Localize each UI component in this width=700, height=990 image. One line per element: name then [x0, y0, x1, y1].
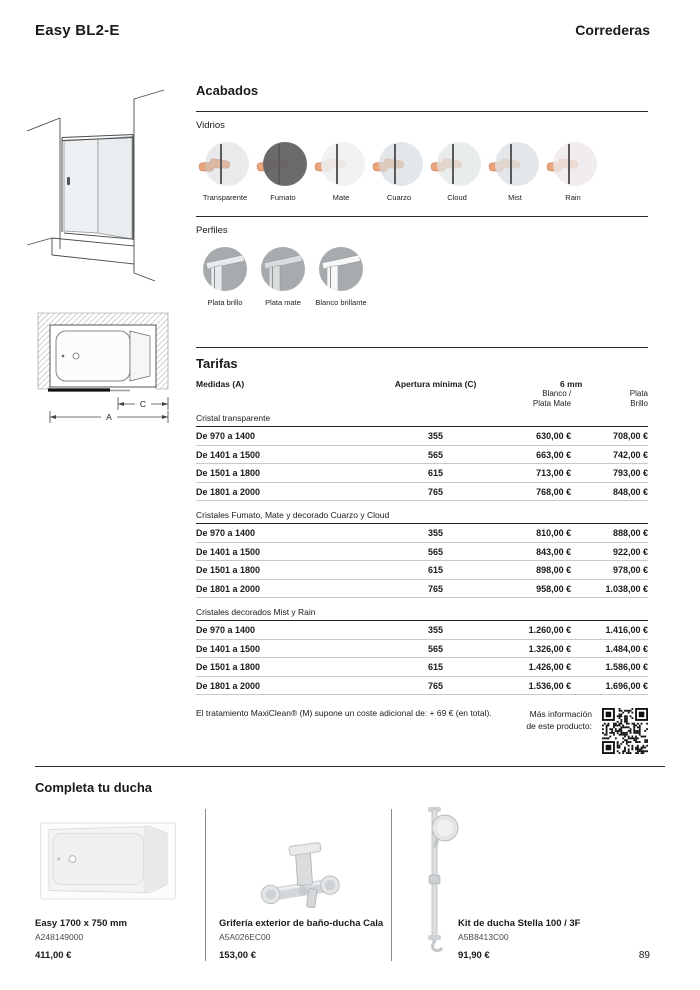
- apertura-cell: 765: [377, 482, 495, 501]
- profile-finish-label: Plata brillo: [207, 298, 243, 307]
- tarifa-row: [196, 658, 648, 677]
- table-section-row: [196, 598, 648, 621]
- glass-sample-image: [316, 141, 366, 187]
- page-title: Easy BL2-E: [35, 22, 120, 39]
- apertura-cell: 565: [377, 542, 495, 561]
- medidas-cell: De 1801 a 2000: [196, 676, 377, 695]
- precio-blanco-plata-mate-cell: 630,00 €: [494, 427, 571, 446]
- product-name: Easy 1700 x 750 mm: [35, 918, 127, 929]
- glass-circle: [495, 142, 539, 186]
- glass-finish-label: Mist: [508, 193, 522, 202]
- divider: [196, 111, 648, 112]
- glass-finish-swatch: [428, 141, 486, 202]
- precio-blanco-plata-mate-cell: 1.260,00 €: [494, 621, 571, 640]
- medidas-cell: De 1501 a 1800: [196, 658, 377, 677]
- precio-blanco-plata-mate-cell: 843,00 €: [494, 542, 571, 561]
- maxiclean-note: El tratamiento MaxiClean® (M) supone un coste adicional de: + 69 € (en total).: [196, 708, 492, 719]
- main-content: [0, 83, 700, 754]
- profile-finishes-row: [196, 246, 648, 307]
- precio-plata-brillo-cell: 1.696,00 €: [571, 676, 648, 695]
- glass-finish-swatch: [486, 141, 544, 202]
- glass-finish-label: Cuarzo: [386, 193, 412, 202]
- medidas-cell: De 970 a 1400: [196, 427, 377, 446]
- precio-plata-brillo-cell: 888,00 €: [571, 524, 648, 543]
- dimension-label-a: A: [106, 412, 112, 422]
- technical-drawings: [20, 83, 180, 754]
- page-category: Correderas: [575, 22, 650, 38]
- precio-plata-brillo-cell: 1.586,00 €: [571, 658, 648, 677]
- medidas-cell: De 1401 a 1500: [196, 542, 377, 561]
- product-name: Kit de ducha Stella 100 / 3F: [458, 918, 581, 929]
- product-line-drawing: [22, 87, 174, 295]
- glass-finish-swatch: [370, 141, 428, 202]
- precio-plata-brillo-cell: 1.038,00 €: [571, 579, 648, 598]
- table-section-row: [196, 501, 648, 524]
- product-card: [391, 809, 665, 961]
- glass-circle: [321, 142, 365, 186]
- medidas-cell: De 1401 a 1500: [196, 445, 377, 464]
- glass-sample-image: [200, 141, 250, 187]
- glass-sample-image: [548, 141, 598, 187]
- product-price: 91,90 €: [458, 950, 490, 961]
- completa-title: Completa tu ducha: [35, 780, 153, 795]
- glass-edge: [568, 144, 570, 184]
- glass-sample-image: [432, 141, 482, 187]
- tarifas-title: Tarifas: [196, 356, 238, 371]
- bathtub-image: [39, 821, 177, 901]
- acabados-title: Acabados: [196, 83, 259, 98]
- glass-finish-label: Rain: [565, 193, 581, 202]
- precio-blanco-plata-mate-cell: 713,00 €: [494, 464, 571, 483]
- glass-circle: [437, 142, 481, 186]
- medidas-cell: De 970 a 1400: [196, 524, 377, 543]
- precio-blanco-plata-mate-cell: 1.326,00 €: [494, 639, 571, 658]
- glass-edge: [394, 144, 396, 184]
- column-header-apertura: Apertura mínima (C): [394, 379, 477, 389]
- glass-finish-label: Mate: [332, 193, 350, 202]
- apertura-cell: 615: [377, 658, 495, 677]
- plan-view-drawing: [30, 309, 176, 427]
- apertura-cell: 765: [377, 676, 495, 695]
- medidas-cell: De 1501 a 1800: [196, 464, 377, 483]
- glass-finish-swatch: [544, 141, 602, 202]
- tarifas-table: [196, 379, 648, 695]
- tarifa-row: [196, 524, 648, 543]
- profile-corner-image: [318, 246, 364, 292]
- precio-plata-brillo-cell: 922,00 €: [571, 542, 648, 561]
- precio-plata-brillo-cell: 793,00 €: [571, 464, 648, 483]
- column-header-thickness: 6 mm: [560, 379, 583, 389]
- vidrios-label: Vidrios: [196, 120, 225, 131]
- tarifa-row: [196, 561, 648, 580]
- medidas-cell: De 1501 a 1800: [196, 561, 377, 580]
- glass-edge: [220, 144, 222, 184]
- product-price: 153,00 €: [219, 950, 256, 961]
- precio-plata-brillo-cell: 1.416,00 €: [571, 621, 648, 640]
- table-section-label: Cristal transparente: [196, 409, 648, 427]
- medidas-cell: De 1801 a 2000: [196, 579, 377, 598]
- glass-finish-swatch: [254, 141, 312, 202]
- product-card: [35, 809, 205, 961]
- medidas-cell: De 970 a 1400: [196, 621, 377, 640]
- glass-circle: [379, 142, 423, 186]
- apertura-cell: 355: [377, 427, 495, 446]
- apertura-cell: 355: [377, 621, 495, 640]
- tarifa-row: [196, 579, 648, 598]
- dimension-label-c: C: [139, 399, 147, 409]
- perfiles-label: Perfiles: [196, 225, 228, 236]
- glass-sample-image: [374, 141, 424, 187]
- column-header-medidas: Medidas (A): [196, 379, 245, 389]
- apertura-cell: 615: [377, 464, 495, 483]
- profile-corner-image: [202, 246, 248, 292]
- tarifa-row: [196, 676, 648, 695]
- related-products-row: [35, 809, 665, 961]
- page-header: [0, 0, 700, 39]
- glass-finish-swatch: [312, 141, 370, 202]
- qr-code: [602, 708, 648, 754]
- page-number: 89: [638, 950, 650, 961]
- completa-tu-ducha-section: [35, 766, 665, 961]
- tarifa-row: [196, 542, 648, 561]
- glass-edge: [452, 144, 454, 184]
- tarifa-row: [196, 621, 648, 640]
- profile-corner-image: [260, 246, 306, 292]
- divider: [196, 216, 648, 217]
- glass-sample-image: [490, 141, 540, 187]
- profile-finish-label: Plata mate: [265, 298, 301, 307]
- tarifa-row: [196, 464, 648, 483]
- glass-edge: [336, 144, 338, 184]
- profile-finish-swatch: [196, 246, 254, 307]
- product-code: A5A026EC00: [219, 932, 271, 942]
- glass-edge: [510, 144, 512, 184]
- product-name: Grifería exterior de baño-ducha Cala: [219, 918, 384, 929]
- precio-blanco-plata-mate-cell: 768,00 €: [494, 482, 571, 501]
- precio-plata-brillo-cell: 742,00 €: [571, 445, 648, 464]
- tarifa-row: [196, 482, 648, 501]
- product-price: 411,00 €: [35, 950, 72, 961]
- precio-blanco-plata-mate-cell: 898,00 €: [494, 561, 571, 580]
- medidas-cell: De 1401 a 1500: [196, 639, 377, 658]
- apertura-cell: 565: [377, 639, 495, 658]
- glass-edge: [278, 144, 280, 184]
- apertura-cell: 355: [377, 524, 495, 543]
- glass-finish-label: Fumato: [270, 193, 296, 202]
- precio-plata-brillo-cell: 978,00 €: [571, 561, 648, 580]
- glass-finish-swatch: [196, 141, 254, 202]
- glass-circle: [205, 142, 249, 186]
- product-card: [205, 809, 391, 961]
- precio-blanco-plata-mate-cell: 958,00 €: [494, 579, 571, 598]
- table-section-row: [196, 409, 648, 427]
- glass-finish-label: Transparente: [202, 193, 248, 202]
- glass-sample-image: [258, 141, 308, 187]
- precio-plata-brillo-cell: 708,00 €: [571, 427, 648, 446]
- column-header-plata-brillo: Plata Brillo: [629, 389, 648, 408]
- profile-finish-label: Blanco brillante: [315, 298, 367, 307]
- profile-finish-swatch: [312, 246, 376, 307]
- precio-blanco-plata-mate-cell: 1.426,00 €: [494, 658, 571, 677]
- precio-blanco-plata-mate-cell: 810,00 €: [494, 524, 571, 543]
- apertura-cell: 765: [377, 579, 495, 598]
- tarifa-row: [196, 427, 648, 446]
- divider: [196, 347, 648, 348]
- table-section-label: Cristales decorados Mist y Rain: [196, 598, 648, 621]
- table-section-label: Cristales Fumato, Mate y decorado Cuarzo y Cloud: [196, 501, 648, 524]
- apertura-cell: 565: [377, 445, 495, 464]
- product-code: A5B8413C00: [458, 932, 509, 942]
- tarifa-row: [196, 445, 648, 464]
- glass-circle: [263, 142, 307, 186]
- glass-finish-label: Cloud: [447, 193, 467, 202]
- precio-plata-brillo-cell: 848,00 €: [571, 482, 648, 501]
- precio-plata-brillo-cell: 1.484,00 €: [571, 639, 648, 658]
- tarifa-row: [196, 639, 648, 658]
- profile-finish-swatch: [254, 246, 312, 307]
- divider: [35, 766, 665, 767]
- column-header-blanco-plata-mate: Blanco / Plata Mate: [532, 389, 572, 408]
- apertura-cell: 615: [377, 561, 495, 580]
- precio-blanco-plata-mate-cell: 663,00 €: [494, 445, 571, 464]
- glass-circle: [553, 142, 597, 186]
- more-info-label: Más información de este producto:: [526, 709, 592, 732]
- precio-blanco-plata-mate-cell: 1.536,00 €: [494, 676, 571, 695]
- glass-finishes-row: [196, 141, 648, 202]
- tarifas-table-body: [196, 409, 648, 695]
- medidas-cell: De 1801 a 2000: [196, 482, 377, 501]
- product-code: A248149000: [35, 932, 84, 942]
- faucet-image: [248, 837, 360, 925]
